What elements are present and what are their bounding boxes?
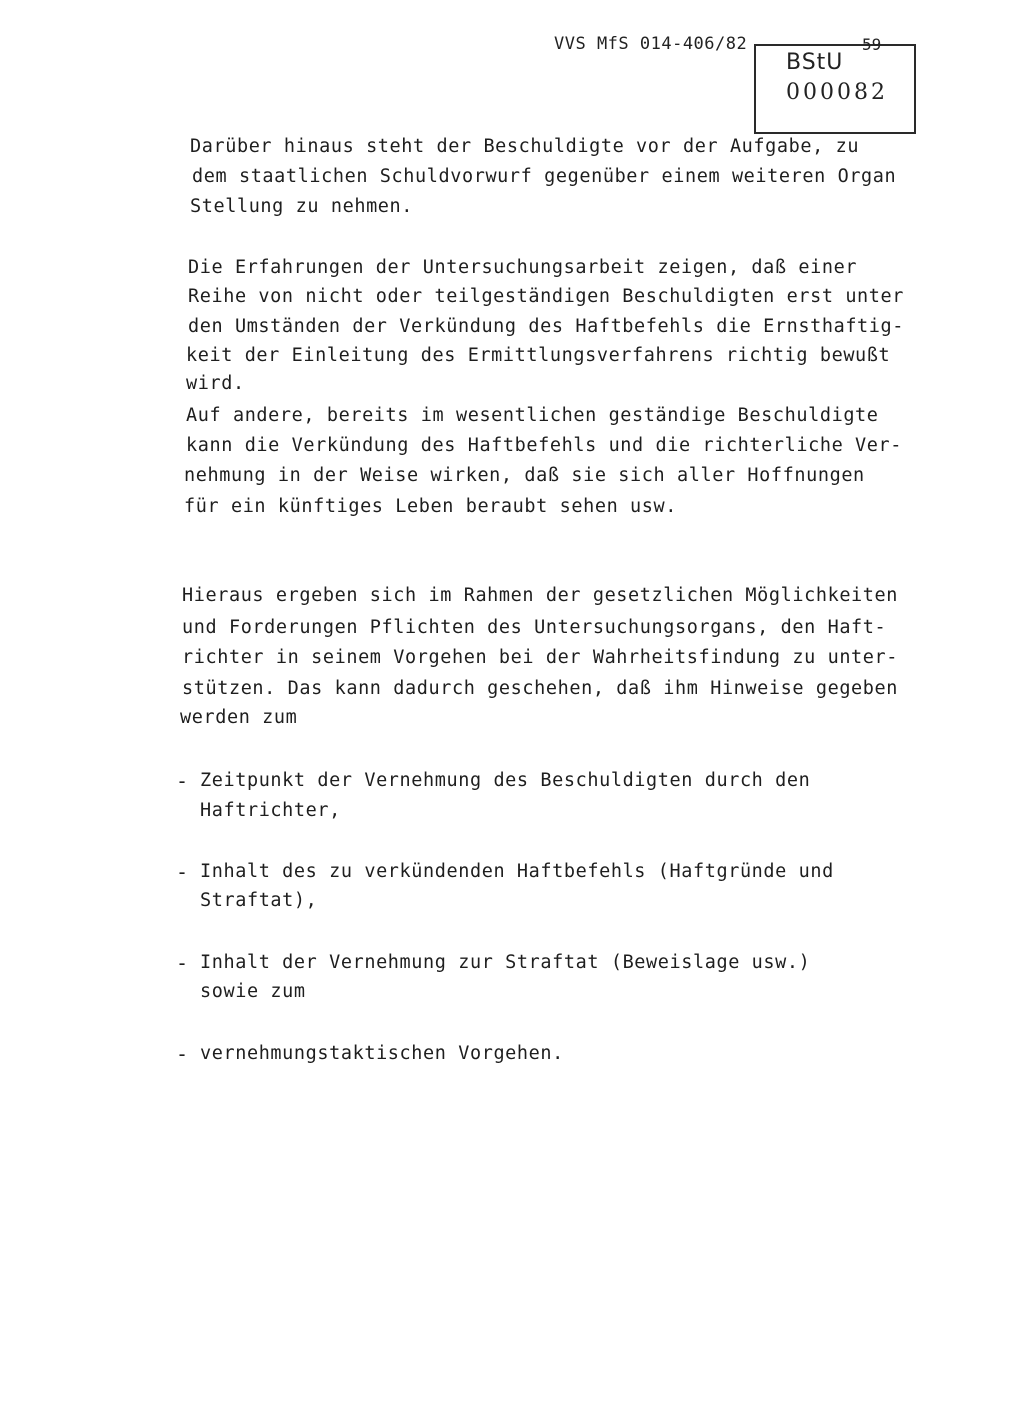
list-bullet: -: [176, 769, 189, 793]
list-bullet: -: [176, 860, 189, 884]
paragraph-2-line-1: Die Erfahrungen der Untersuchungsarbeit zeigen, daß einer: [188, 257, 858, 278]
paragraph-3-line-3: nehmung in der Weise wirken, daß sie sich aller Hoffnungen: [184, 465, 865, 486]
paragraph-1-line-3: Stellung zu nehmen.: [190, 196, 414, 217]
list-item-3-line-1: Inhalt der Vernehmung zur Straftat (Beweislage usw.): [200, 952, 811, 973]
paragraph-4-line-3: richter in seinem Vorgehen bei der Wahrheitsfindung zu unter-: [182, 647, 899, 668]
paragraph-4-line-2: und Forderungen Pflichten des Untersuchungsorgans, den Haft-: [182, 617, 887, 638]
paragraph-1-line-1: Darüber hinaus steht der Beschuldigte vor der Aufgabe, zu: [190, 136, 860, 157]
paragraph-3-line-1: Auf andere, bereits im wesentlichen geständige Beschuldigte: [186, 405, 879, 426]
list-item-3-line-2: sowie zum: [200, 981, 306, 1002]
page-number: 59: [862, 35, 882, 54]
list-bullet: -: [176, 1042, 189, 1066]
document-reference: VVS MfS 014-406/82: [554, 34, 748, 54]
list-item-2-line-2: Straftat),: [200, 890, 318, 911]
list-item-4-line-1: vernehmungstaktischen Vorgehen.: [200, 1043, 564, 1064]
paragraph-4-line-1: Hieraus ergeben sich im Rahmen der gesetzlichen Möglichkeiten: [182, 585, 899, 606]
paragraph-4-line-5: werden zum: [180, 707, 298, 728]
paragraph-1-line-2: dem staatlichen Schuldvorwurf gegenüber einem weiteren Organ: [192, 166, 897, 187]
archive-stamp: [754, 44, 916, 134]
paragraph-2-line-5: wird.: [186, 373, 245, 394]
paragraph-2-line-4: keit der Einleitung des Ermittlungsverfahrens richtig bewußt: [186, 345, 891, 366]
paragraph-3-line-2: kann die Verkündung des Haftbefehls und die richterliche Ver-: [186, 435, 903, 456]
list-item-1-line-2: Haftrichter,: [200, 800, 341, 821]
paragraph-2-line-3: den Umständen der Verkündung des Haftbefehls die Ernsthaftig-: [188, 316, 905, 337]
list-bullet: -: [176, 951, 189, 975]
stamp-title: BStU: [786, 50, 844, 75]
paragraph-3-line-4: für ein künftiges Leben beraubt sehen usw.: [184, 496, 677, 517]
stamp-number: 000082: [786, 80, 888, 105]
paragraph-4-line-4: stützen. Das kann dadurch geschehen, daß ihm Hinweise gegeben: [182, 678, 899, 699]
list-item-1-line-1: Zeitpunkt der Vernehmung des Beschuldigten durch den: [200, 770, 811, 791]
paragraph-2-line-2: Reihe von nicht oder teilgeständigen Beschuldigten erst unter: [188, 286, 905, 307]
list-item-2-line-1: Inhalt des zu verkündenden Haftbefehls (Haftgründe und: [200, 861, 834, 882]
